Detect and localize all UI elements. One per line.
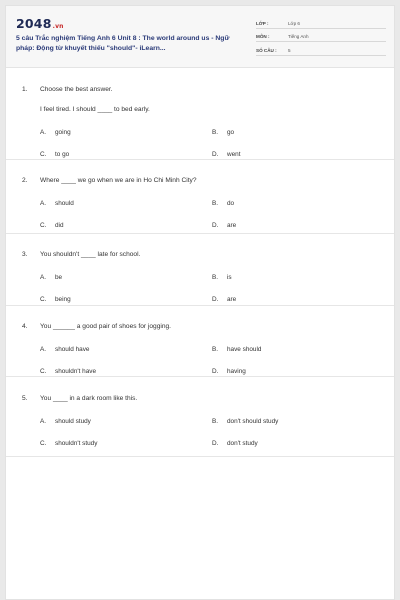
worksheet-page: [5, 5, 395, 600]
option-a[interactable]: [40, 418, 91, 425]
option-text: should have: [55, 346, 90, 353]
option-letter: C.: [40, 222, 47, 229]
option-a[interactable]: [40, 346, 89, 353]
option-letter: B.: [212, 129, 219, 136]
option-d[interactable]: [212, 151, 241, 158]
option-c[interactable]: [40, 368, 96, 375]
question-text: Choose the best answer.: [40, 86, 113, 93]
option-c[interactable]: [40, 222, 64, 229]
question-prompt: [22, 395, 137, 402]
option-letter: D.: [212, 440, 219, 447]
option-text: being: [55, 296, 71, 303]
option-text: went: [227, 151, 241, 158]
question-prompt: [22, 323, 171, 330]
question-number: 5.: [22, 395, 28, 402]
option-text: have should: [227, 346, 262, 353]
question-number: 1.: [22, 86, 28, 93]
meta-subject-label: MÔN :: [256, 34, 270, 39]
question-subtext: I feel tired. I should ____ to bed early.: [40, 106, 150, 113]
worksheet-header: [6, 6, 394, 68]
question-prompt: [22, 251, 140, 258]
option-letter: C.: [40, 296, 47, 303]
option-d[interactable]: [212, 368, 246, 375]
option-letter: A.: [40, 200, 47, 207]
option-b[interactable]: [212, 274, 232, 281]
meta-subject-value: Tiếng Anh: [288, 34, 309, 39]
option-b[interactable]: [212, 418, 278, 425]
option-letter: C.: [40, 151, 47, 158]
question-number: 2.: [22, 177, 28, 184]
option-text: to go: [55, 151, 70, 158]
option-d[interactable]: [212, 296, 236, 303]
option-letter: D.: [212, 222, 219, 229]
option-letter: B.: [212, 274, 219, 281]
option-text: having: [227, 368, 246, 375]
meta-class-value: Lớp 6: [288, 20, 300, 26]
option-c[interactable]: [40, 296, 71, 303]
question-text: Where ____ we go when we are in Ho Chi Minh City?: [40, 177, 197, 184]
meta-count-row: [256, 42, 386, 56]
site-logo[interactable]: [16, 16, 64, 31]
document-title: 5 câu Trắc nghiệm Tiếng Anh 6 Unit 8 : The world around us - Ngữ pháp: Động từ khuyết thiếu "should"- iLearn...: [16, 35, 230, 52]
option-c[interactable]: [40, 151, 69, 158]
option-text: shouldn't study: [55, 440, 98, 447]
option-b[interactable]: [212, 346, 261, 353]
option-letter: D.: [212, 368, 219, 375]
option-b[interactable]: [212, 129, 234, 136]
meta-count-label: SỐ CÂU :: [256, 47, 277, 53]
worksheet-meta: [256, 15, 386, 56]
question-1: [6, 68, 395, 160]
option-text: should study: [55, 418, 91, 425]
option-a[interactable]: [40, 200, 74, 207]
option-a[interactable]: [40, 129, 71, 136]
option-text: going: [55, 129, 71, 136]
option-letter: B.: [212, 418, 219, 425]
option-letter: D.: [212, 296, 219, 303]
question-3: [6, 234, 395, 306]
option-text: be: [55, 274, 63, 281]
option-letter: C.: [40, 368, 47, 375]
option-text: don't should study: [227, 418, 279, 425]
option-letter: A.: [40, 129, 47, 136]
option-text: did: [55, 222, 64, 229]
option-text: is: [227, 274, 232, 281]
option-letter: B.: [212, 200, 219, 207]
question-2: [6, 160, 395, 234]
option-letter: C.: [40, 440, 47, 447]
option-text: are: [227, 222, 237, 229]
option-letter: D.: [212, 151, 219, 158]
question-number: 3.: [22, 251, 28, 258]
option-letter: A.: [40, 418, 47, 425]
question-list: [6, 68, 395, 457]
meta-count-value: 5: [288, 47, 291, 53]
logo-text: 2048: [16, 16, 52, 31]
meta-class-row: [256, 15, 386, 29]
question-4: [6, 306, 395, 377]
option-c[interactable]: [40, 440, 97, 447]
option-text: are: [227, 296, 237, 303]
option-text: don't study: [227, 440, 258, 447]
meta-class-label: LỚP :: [256, 20, 269, 26]
option-d[interactable]: [212, 440, 258, 447]
option-d[interactable]: [212, 222, 236, 229]
question-number: 4.: [22, 323, 28, 330]
option-text: shouldn't have: [55, 368, 97, 375]
question-text: You shouldn't ____ late for school.: [40, 251, 141, 258]
option-b[interactable]: [212, 200, 234, 207]
question-5: [6, 377, 395, 457]
option-text: go: [227, 129, 235, 136]
question-prompt: [22, 86, 113, 93]
option-text: should: [55, 200, 74, 207]
meta-subject-row: [256, 29, 386, 43]
option-a[interactable]: [40, 274, 62, 281]
logo-suffix: .vn: [52, 23, 64, 30]
question-text: You ______ a good pair of shoes for jogging.: [40, 323, 172, 330]
option-text: do: [227, 200, 235, 207]
option-letter: A.: [40, 346, 47, 353]
option-letter: B.: [212, 346, 219, 353]
option-letter: A.: [40, 274, 47, 281]
question-text: You ____ in a dark room like this.: [40, 395, 138, 402]
question-prompt: [22, 177, 197, 184]
